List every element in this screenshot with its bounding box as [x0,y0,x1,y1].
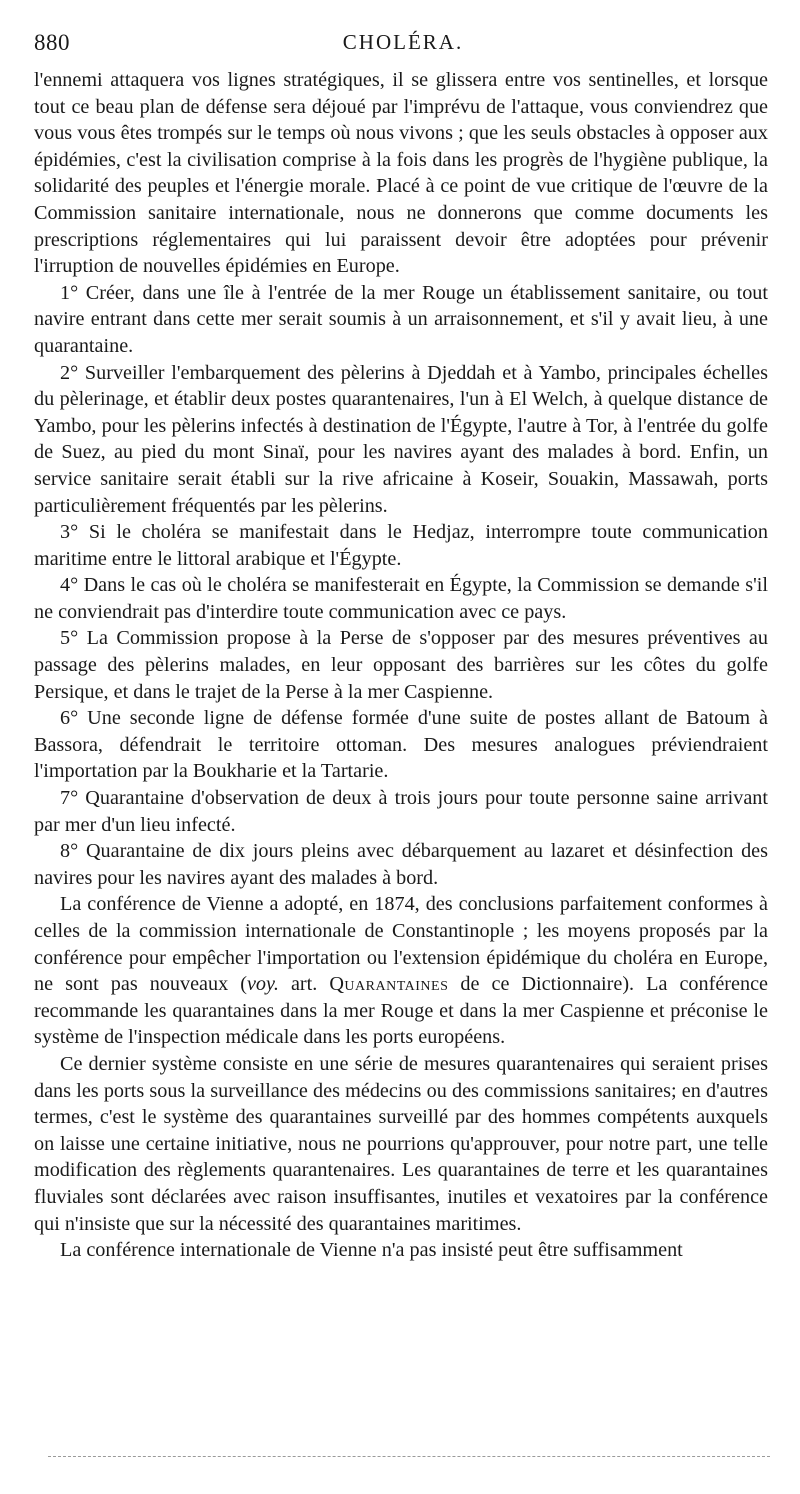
measure-item-7: 7° Quarantaine d'observation de deux à trois jours pour toute personne saine arrivant par mer d'un lieu infecté. [34,787,768,836]
measure-item-5: 5° La Commission propose à la Perse de s'opposer par des mesures préventives au passage des pèlerins malades, en leur opposant des barrières sur les côtes du golfe Persique, et dans le trajet de la Perse à la mer Caspienne. [34,627,768,703]
footer-rule [48,1456,770,1457]
text-run: La conférence de Vienne a adopté, en 1874, des conclusions parfaitement conformes à celles de la commission internationale de Constantinople ; les moyens proposés par la conférence pour empêcher l'importation ou l'extension épidémique du choléra en Europe, ne sont pas nouveaux ( [34,893,768,996]
paragraph-continuation: l'ennemi attaquera vos lignes stratégiques, il se glissera entre vos sentinelles, et lorsque tout ce beau plan de défense sera déjoué par l'imprévu de l'attaque, vous conviendrez que vous vous êtes trompés sur le temps où nous vivons ; que les seuls obstacles à opposer aux épidémies, c'est la civilisation comprise à la fois dans les progrès de l'hygiène publique, la solidarité des peuples et l'énergie morale. Placé à ce point de vue critique de l'œuvre de la Commission sanitaire internationale, nous ne donnerons que comme documents les prescriptions réglementaires qui lui paraissent devoir être adoptées pour prévenir l'irruption de nouvelles épidémies en Europe. [34,69,768,278]
measure-item-2: 2° Surveiller l'embarquement des pèlerins à Djeddah et à Yambo, principales échelles du pèlerinage, et établir deux postes quarantenaires, l'un à El Welch, à quelque distance de Yambo, pour les pèlerins infectés à destination de l'Égypte, l'autre à Tor, à l'entrée du golfe de Suez, au pied du mont Sinaï, pour les navires ayant des malades à bord. Enfin, un service sanitaire serait établi sur la rive africaine à Koseir, Souakin, Massawah, ports particulièrement fréquentés par les pèlerins. [34,361,768,517]
measure-item-3: 3° Si le choléra se manifestait dans le Hedjaz, interrompre toute communication maritime entre le littoral arabique et l'Égypte. [34,521,768,570]
text-run: art. [278,973,330,996]
paragraph-continued: La conférence internationale de Vienne n'a pas insisté peut être suffisamment [60,1239,683,1262]
measure-item-1: 1° Créer, dans une île à l'entrée de la mer Rouge un établissement sanitaire, ou tout navire entrant dans cette mer serait soumis à un arraisonnement, et s'il y avait lieu, à une quarantaine. [34,281,768,357]
abbreviation-voy: voy. [246,973,279,996]
text-run: de ce Dictionnaire). La conférence recommande les quarantaines dans la mer Rouge et dans la mer Caspienne et préconise le système de l'inspection médicale dans les ports européens. [34,973,768,1049]
paragraph-vienna-conference [34,891,768,1051]
paragraph-inspection-system: Ce dernier système consiste en une série de mesures quarantenaires qui seraient prises dans les ports sous la surveillance des médecins ou des commissions sanitaires; en d'autres termes, c'est le système des quarantaines surveillé par des hommes compétents auxquels on laisse une certaine initiative, nous ne pourrions qu'approuver, pour notre part, une telle modification des règlements quarantenaires. Les quarantaines de terre et les quarantaines fluviales sont déclarées avec raison insuffisantes, inutiles et vexatoires par la conférence qui n'insiste que sur la nécessité des quarantaines maritimes. [34,1052,768,1235]
page-number: 880 [34,30,70,55]
running-title: CHOLÉRA. [342,30,464,54]
cross-reference: Quarantaines [329,973,449,996]
measure-item-8: 8° Quarantaine de dix jours pleins avec débarquement au lazaret et désinfection des navires pour les navires ayant des malades à bord. [34,840,768,889]
body-text [34,67,768,1264]
running-head [34,30,772,62]
measure-item-4: 4° Dans le cas où le choléra se manifesterait en Égypte, la Commission se demande s'il ne conviendrait pas d'interdire toute communication avec ce pays. [34,574,768,623]
measure-item-6: 6° Une seconde ligne de défense formée d'une suite de postes allant de Batoum à Bassora, défendrait le territoire ottoman. Des mesures analogues préviendraient l'importation par la Boukharie et la Tartarie. [34,707,768,783]
